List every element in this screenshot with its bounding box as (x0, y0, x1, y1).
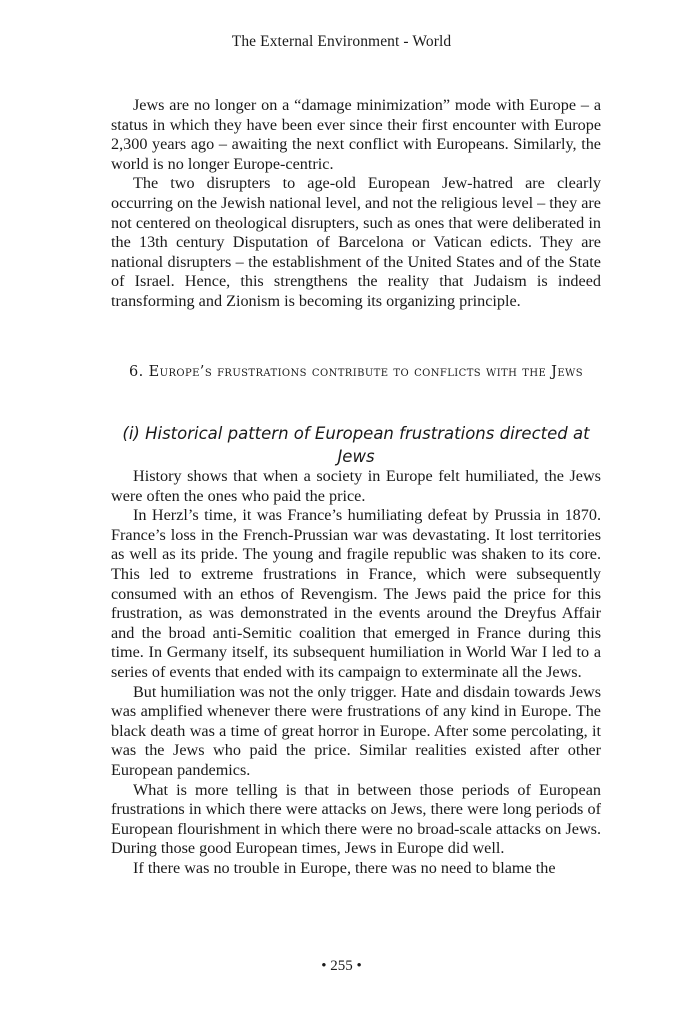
page-number: • 255 • (321, 958, 362, 974)
paragraph: In Herzl’s time, it was France’s humiliating defeat by Prussia in 1870. France’s loss in the French-Prussian war was devastating. It lost territories as well as its pride. The young and fragile republic was shaken to its core. This led to extreme frustrations in France, which were subsequently consumed with an ethos of Revengism. The Jews paid the price for this frustration, as was demonstrated in the events around the Dreyfus Affair and the broad anti-Semitic coalition that emerged in France during this time. In Germany itself, its subsequent humiliation in World War I led to a series of events that ended with its campaign to exterminate all the Jews. (111, 506, 601, 681)
running-header: The External Environment - World (231, 33, 452, 50)
section-heading: 6. Europe’s frustrations contribute to conflicts with the Jews (129, 364, 583, 380)
body-text-after-heading (111, 467, 601, 878)
paragraph: But humiliation was not the only trigger. Hate and disdain towards Jews was amplified whenever there were frustrations of any kind in Europe. The black death was a time of great horror in Europe. After some percolating, it was the Jews who paid the price. Similar realities existed after other European pandemics. (111, 682, 601, 779)
paragraph: The two disrupters to age-old European Jew-hatred are clearly occurring on the Jewish national level, and not the religious level – they are not centered on theological disrupters, such as ones that were deliberated in the 13th century Disputation of Barcelona or Vatican edicts. They are national disrupters – the establishment of the United States and of the State of Israel. Hence, this strengthens the reality that Judaism is indeed transforming and Zionism is becoming its organizing principle. (111, 174, 601, 310)
paragraph: History shows that when a society in Europe felt humiliated, the Jews were often the ones who paid the price. (111, 467, 601, 505)
paragraph: Jews are no longer on a “damage minimization” mode with Europe – a status in which they have been ever since their first encounter with Europe 2,300 years ago – awaiting the next conflict with Europeans. Similarly, the world is no longer Europe-centric. (111, 96, 601, 173)
paragraph: If there was no trouble in Europe, there was no need to blame the (133, 858, 556, 877)
subsection-heading: (i) Historical pattern of European frustrations directed at Jews (122, 424, 590, 466)
body-text-before-heading (111, 96, 601, 312)
paragraph: What is more telling is that in between those periods of European frustrations in which there were attacks on Jews, there were long periods of European flourishment in which there were no broad-scale attacks on Jews. During those good European times, Jews in Europe did well. (111, 780, 601, 858)
